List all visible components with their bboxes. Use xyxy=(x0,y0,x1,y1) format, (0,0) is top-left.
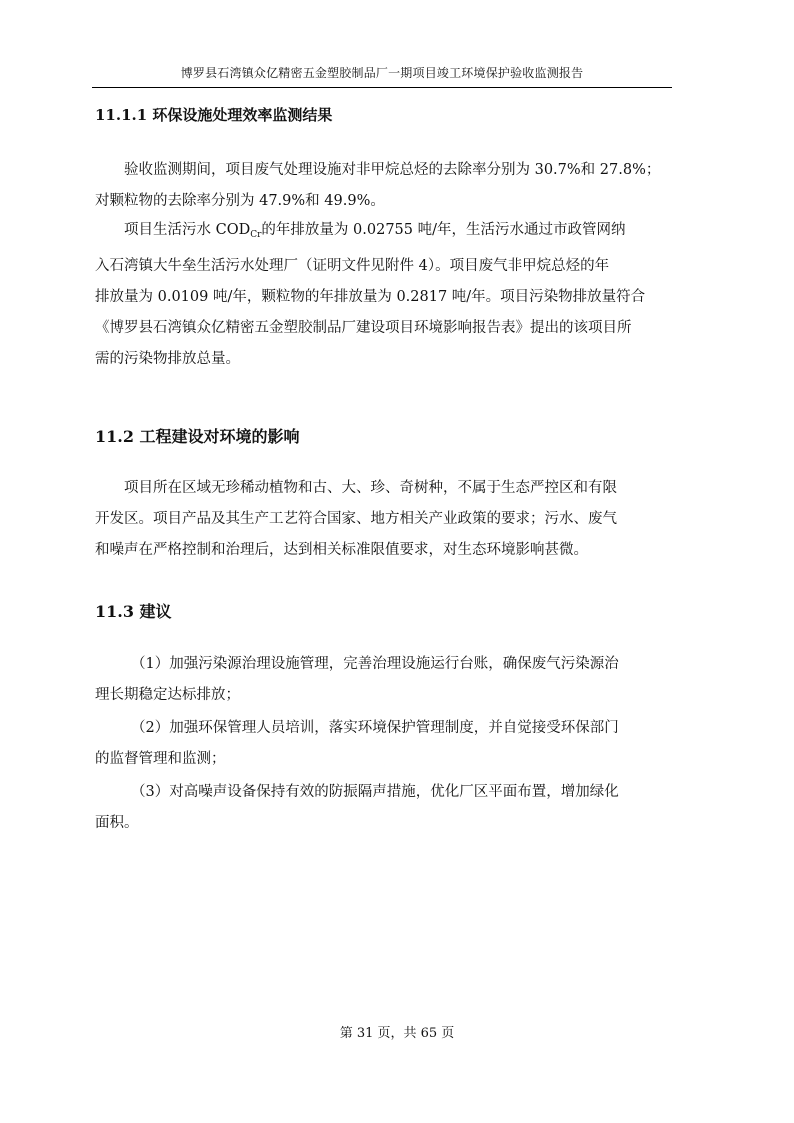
paragraph-line: （1）加强污染源治理设施管理，完善治理设施运行台账，确保废气污染源治 xyxy=(131,656,619,672)
paragraph-line: 《博罗县石湾镇众亿精密五金塑胶制品厂建设项目环境影响报告表》提出的该项目所 xyxy=(95,320,632,336)
cod-text: 项目生活污水 COD xyxy=(124,222,251,238)
paragraph-line: 的监督管理和监测； xyxy=(95,751,226,767)
section-heading-11-3: 11.3 建议 xyxy=(95,602,172,621)
header-divider xyxy=(92,87,672,88)
suggestion-item-1 xyxy=(95,649,695,711)
paragraph-line: 排放量为 0.0109 吨/年，颗粒物的年排放量为 0.2817 吨/年。项目污染物排放量符合 xyxy=(95,289,646,305)
page-header: 博罗县石湾镇众亿精密五金塑胶制品厂一期项目竣工环境保护验收监测报告 xyxy=(180,66,584,80)
paragraph-emissions xyxy=(95,215,695,375)
suggestion-item-2 xyxy=(95,713,695,775)
paragraph-line: 和噪声在严格控制和治理后，达到相关标准限值要求，对生态环境影响甚微。 xyxy=(95,542,588,558)
paragraph-line: 需的污染物排放总量。 xyxy=(95,351,240,367)
paragraph-removal-rates xyxy=(95,155,695,217)
paragraph-line: 项目所在区域无珍稀动植物和古、大、珍、奇树种，不属于生态严控区和有限 xyxy=(124,480,617,496)
paragraph-line xyxy=(95,215,695,251)
page-number: 第 31 页，共 65 页 xyxy=(339,1026,455,1041)
paragraph-line: 面积。 xyxy=(95,815,139,831)
suggestion-item-3 xyxy=(95,777,695,839)
cod-subscript: Cr xyxy=(250,230,262,240)
cod-continuation: 的年排放量为 0.02755 吨/年，生活污水通过市政管网纳 xyxy=(261,222,626,238)
paragraph-line: 入石湾镇大牛垒生活污水处理厂（证明文件见附件 4）。项目废气非甲烷总烃的年 xyxy=(95,258,610,274)
section-heading-11-1-1: 11.1.1 环保设施处理效率监测结果 xyxy=(95,106,333,124)
paragraph-line: 验收监测期间，项目废气处理设施对非甲烷总烃的去除率分别为 30.7%和 27.8%； xyxy=(124,162,661,178)
section-heading-11-2: 11.2 工程建设对环境的影响 xyxy=(95,427,300,446)
paragraph-line: 理长期稳定达标排放； xyxy=(95,687,240,703)
paragraph-line: （3）对高噪声设备保持有效的防振隔声措施，优化厂区平面布置，增加绿化 xyxy=(131,784,619,800)
paragraph-line: 开发区。项目产品及其生产工艺符合国家、地方相关产业政策的要求；污水、废气 xyxy=(95,511,617,527)
paragraph-line: （2）加强环保管理人员培训，落实环境保护管理制度，并自觉接受环保部门 xyxy=(131,720,619,736)
paragraph-line: 对颗粒物的去除率分别为 47.9%和 49.9%。 xyxy=(95,193,385,209)
paragraph-environment-impact xyxy=(95,473,695,566)
